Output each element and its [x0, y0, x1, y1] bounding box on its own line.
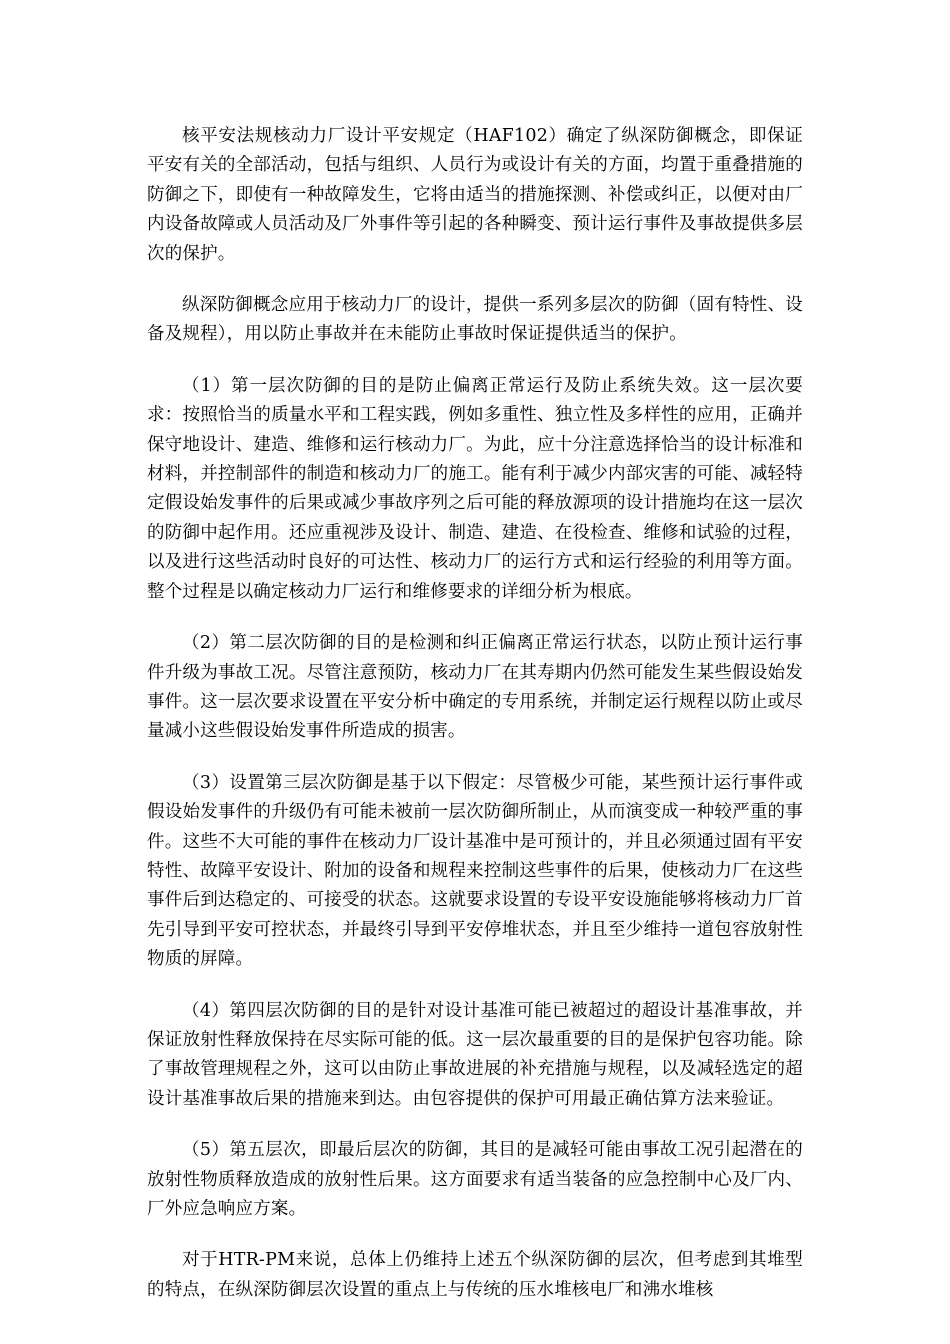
paragraph-level-1: （1）第一层次防御的目的是防止偏离正常运行及防止系统失效。这一层次要求：按照恰当的质量水平和工程实践，例如多重性、独立性及多样性的应用，正确并保守地设计、建造、维修和运行核动力厂。为此，应十分注意选择恰当的设计标准和材料，并控制部件的制造和核动力厂的施工。能有利于减少内部灾害的可能、减轻特定假设始发事件的后果或减少事故序列之后可能的释放源项的设计措施均在这一层次的防御中起作用。还应重视涉及设计、制造、建造、在役检查、维修和试验的过程，以及进行这些活动时良好的可达性、核动力厂的运行方式和运行经验的利用等方面。整个过程是以确定核动力厂运行和维修要求的详细分析为根底。	[147, 375, 803, 602]
document-page	[147, 122, 803, 1327]
paragraph-level-4: （4）第四层次防御的目的是针对设计基准可能已被超过的超设计基准事故，并保证放射性释放保持在尽实际可能的低。这一层次最重要的目的是保护包容功能。除了事故管理规程之外，这可以由防止事故进展的补充措施与规程，以及减轻选定的超设计基准事故后果的措施来到达。由包容提供的保护可用最正确估算方法来验证。	[147, 1000, 803, 1109]
paragraph-defense-concept: 纵深防御概念应用于核动力厂的设计，提供一系列多层次的防御（固有特性、设备及规程），用以防止事故并在未能防止事故时保证提供适当的保护。	[147, 295, 803, 345]
paragraph-level-2: （2）第二层次防御的目的是检测和纠正偏离正常运行状态，以防止预计运行事件升级为事故工况。尽管注意预防，核动力厂在其寿期内仍然可能发生某些假设始发事件。这一层次要求设置在平安分析中确定的专用系统，并制定运行规程以防止或尽量减小这些假设始发事件所造成的损害。	[147, 633, 803, 742]
paragraph-level-5: （5）第五层次，即最后层次的防御，其目的是减轻可能由事故工况引起潜在的放射性物质释放造成的放射性后果。这方面要求有适当装备的应急控制中心及厂内、厂外应急响应方案。	[147, 1140, 803, 1219]
paragraph-htr-pm: 对于HTR-PM来说，总体上仍维持上述五个纵深防御的层次，但考虑到其堆型的特点，在纵深防御层次设置的重点上与传统的压水堆核电厂和沸水堆核	[147, 1250, 803, 1300]
paragraph-haf102-intro: 核平安法规核动力厂设计平安规定（HAF102）确定了纵深防御概念，即保证平安有关的全部活动，包括与组织、人员行为或设计有关的方面，均置于重叠措施的防御之下，即使有一种故障发生，它将由适当的措施探测、补偿或纠正，以便对由厂内设备故障或人员活动及厂外事件等引起的各种瞬变、预计运行事件及事故提供多层次的保护。	[147, 126, 803, 264]
paragraph-level-3: （3）设置第三层次防御是基于以下假定：尽管极少可能，某些预计运行事件或假设始发事件的升级仍有可能未被前一层次防御所制止，从而演变成一种较严重的事件。这些不大可能的事件在核动力厂设计基准中是可预计的，并且必须通过固有平安特性、故障平安设计、附加的设备和规程来控制这些事件的后果，使核动力厂在这些事件后到达稳定的、可接受的状态。这就要求设置的专设平安设施能够将核动力厂首先引导到平安可控状态，并最终引导到平安停堆状态，并且至少维持一道包容放射性物质的屏障。	[147, 772, 803, 970]
